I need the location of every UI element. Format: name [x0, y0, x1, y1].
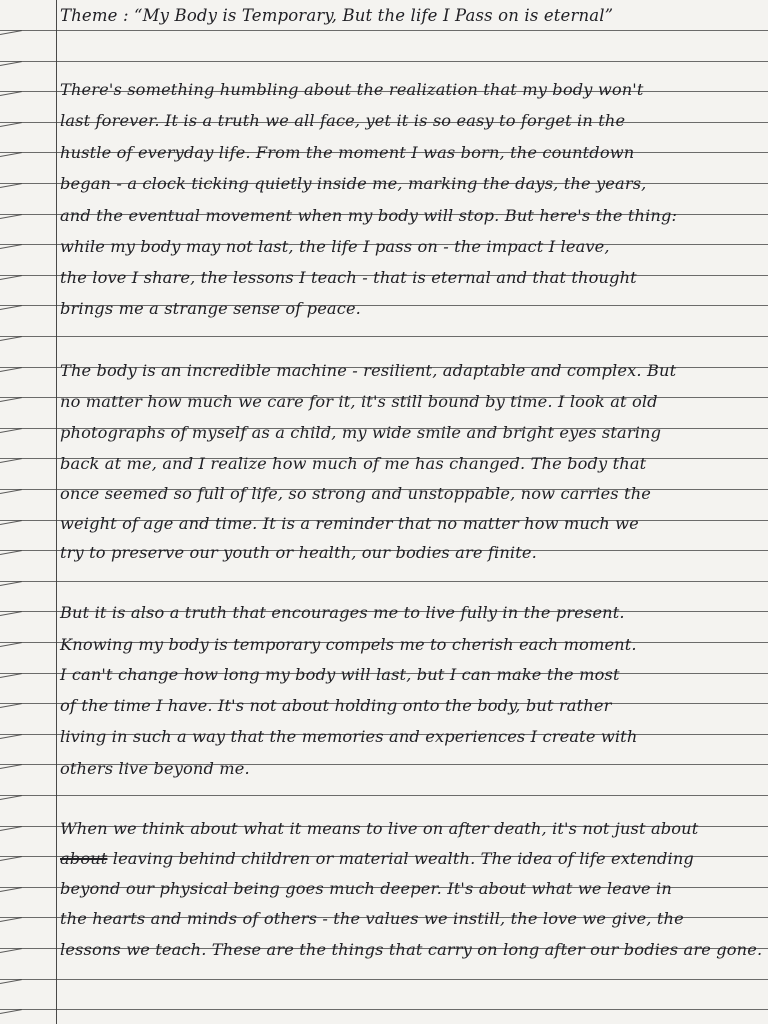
- paragraph-line-with-strikeout: [60, 849, 760, 869]
- crossed-out-word: about: [60, 849, 108, 868]
- paragraph-line: weight of age and time. It is a reminder that no matter how much we: [60, 514, 639, 533]
- paragraph-line: beyond our physical being goes much deeper. It's about what we leave in: [60, 879, 672, 898]
- paragraph-line: There's something humbling about the realization that my body won't: [60, 80, 644, 99]
- ruled-line: [0, 1009, 768, 1010]
- paragraph-line: living in such a way that the memories and experiences I create with: [60, 727, 638, 746]
- paragraph-line: others live beyond me.: [60, 759, 250, 778]
- margin-line: [56, 0, 57, 1024]
- paragraph-line: while my body may not last, the life I pass on - the impact I leave,: [60, 237, 610, 256]
- paragraph-line: once seemed so full of life, so strong and unstoppable, now carries the: [60, 484, 652, 503]
- paragraph-line: back at me, and I realize how much of me has changed. The body that: [60, 454, 647, 473]
- ruled-line: [0, 795, 768, 796]
- paragraph-line: But it is also a truth that encourages me to live fully in the present.: [60, 603, 625, 622]
- paragraph-line: and the eventual movement when my body will stop. But here's the thing:: [60, 206, 678, 225]
- paragraph-line: When we think about what it means to live on after death, it's not just about: [60, 819, 699, 838]
- paragraph-line: brings me a strange sense of peace.: [60, 299, 361, 318]
- paragraph-line: the love I share, the lessons I teach - that is eternal and that thought: [60, 268, 637, 287]
- paragraph-line: began - a clock ticking quietly inside me, marking the days, the years,: [60, 174, 647, 193]
- paragraph-line: The body is an incredible machine - resilient, adaptable and complex. But: [60, 361, 677, 380]
- paragraph-line: leaving behind children or material wealth. The idea of life extending: [112, 849, 694, 868]
- paragraph-line: try to preserve our youth or health, our bodies are finite.: [60, 543, 537, 562]
- paragraph-line: the hearts and minds of others - the values we instill, the love we give, the: [60, 909, 684, 928]
- theme-heading: Theme : “My Body is Temporary, But the life I Pass on is eternal”: [60, 6, 614, 25]
- paragraph-line: last forever. It is a truth we all face, yet it is so easy to forget in the: [60, 111, 626, 130]
- paragraph-line: I can't change how long my body will last, but I can make the most: [60, 665, 620, 684]
- paragraph-line: of the time I have. It's not about holding onto the body, but rather: [60, 696, 612, 715]
- paragraph-line: hustle of everyday life. From the moment I was born, the countdown: [60, 143, 635, 162]
- paragraph-line: no matter how much we care for it, it's still bound by time. I look at old: [60, 392, 658, 411]
- ruled-line: [0, 61, 768, 62]
- paragraph-line: lessons we teach. These are the things that carry on long after our bodies are gone.: [60, 940, 763, 959]
- ruled-line: [0, 336, 768, 337]
- ruled-line: [0, 979, 768, 980]
- ruled-line: [0, 581, 768, 582]
- paragraph-line: Knowing my body is temporary compels me to cherish each moment.: [60, 635, 637, 654]
- ruled-line: [0, 30, 768, 31]
- paragraph-line: photographs of myself as a child, my wide smile and bright eyes staring: [60, 423, 662, 442]
